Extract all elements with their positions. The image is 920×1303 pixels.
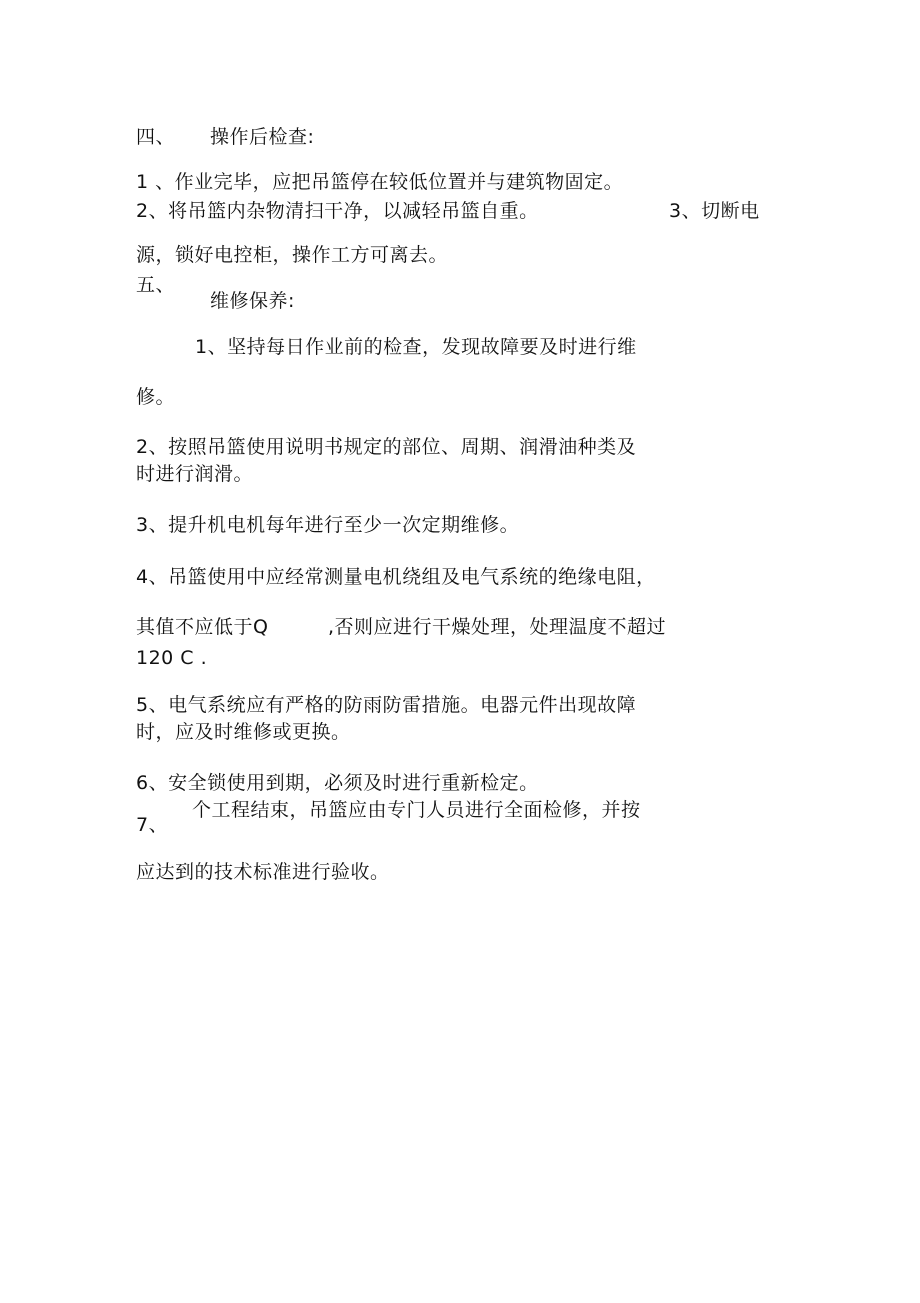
section5-item2-line2: 时进行润滑。: [136, 463, 254, 485]
section5-item2-line1: 2、按照吊篮使用说明书规定的部位、周期、润滑油种类及: [136, 436, 637, 458]
section5-item4-line2b: ,否则应进行干燥处理，处理温度不超过: [328, 616, 667, 638]
section5-item5-line2: 时，应及时维修或更换。: [136, 721, 351, 743]
section4-number: 四、: [136, 126, 176, 148]
section5-item1-line1: 1、坚持每日作业前的检查，发现故障要及时进行维: [195, 336, 637, 358]
section5-item5-line1: 5、电气系统应有严格的防雨防雷措施。电器元件出现故障: [136, 694, 637, 716]
section5-item6: 6、安全锁使用到期，必须及时进行重新检定。: [136, 772, 539, 794]
section5-number: 五、: [136, 274, 176, 296]
section5-item7-line2: 应达到的技术标准进行验收。: [136, 861, 390, 883]
section5-item4-line2a: 其值不应低于Q: [136, 616, 269, 638]
section5-item3: 3、提升机电机每年进行至少一次定期维修。: [136, 514, 520, 536]
section4-item1: 1 、作业完毕，应把吊篮停在较低位置并与建筑物固定。: [136, 171, 624, 193]
section4-title: 操作后检查:: [210, 126, 315, 148]
section5-title: 维修保养:: [210, 290, 295, 312]
section4-item2: 2、将吊篮内杂物清扫干净，以减轻吊篮自重。: [136, 200, 539, 222]
section5-item1-line2: 修。: [136, 386, 176, 408]
section5-item7-line1: 个工程结束，吊篮应由专门人员进行全面检修，并按: [192, 799, 641, 821]
section5-item7-number: 7、: [136, 814, 169, 836]
section4-item3-start: 3、切断电: [669, 200, 760, 222]
section5-item4-line3: 120 C .: [136, 647, 208, 669]
section4-item3-end: 源，锁好电控柜，操作工方可离去。: [136, 244, 449, 266]
section5-item4-line1: 4、吊篮使用中应经常测量电机绕组及电气系统的绝缘电阻，: [136, 566, 656, 588]
